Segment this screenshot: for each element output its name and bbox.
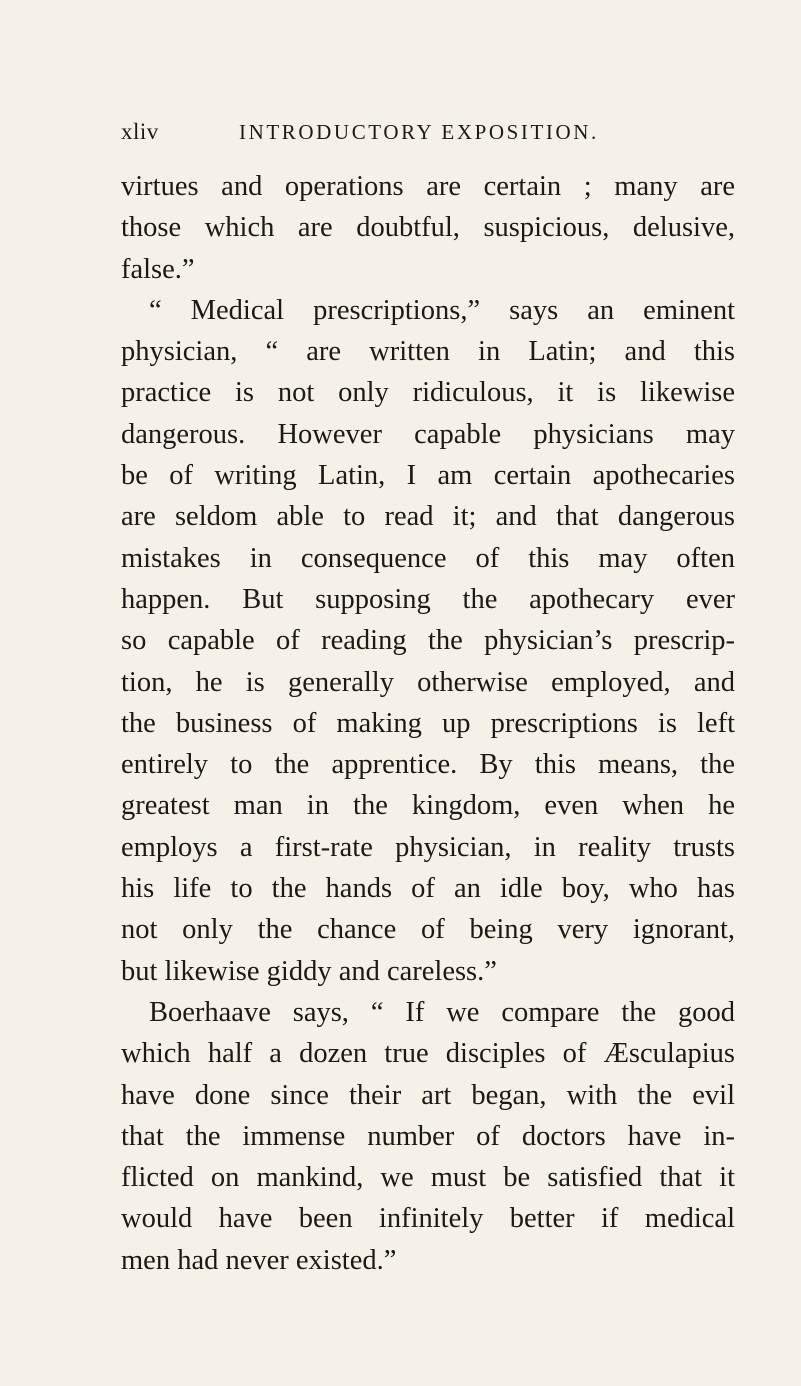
text-line: greatest man in the kingdom, even when he	[121, 790, 735, 822]
text-line: are seldom able to read it; and that dangerous	[121, 501, 735, 533]
text-line: Boerhaave says, “ If we compare the good	[149, 996, 735, 1028]
text-line: that the immense number of doctors have in-	[121, 1120, 735, 1152]
text-line: practice is not only ridiculous, it is likewise	[121, 377, 735, 409]
text-line: which half a dozen true disciples of Æsculapius	[121, 1038, 735, 1070]
text-line: flicted on mankind, we must be satisfied that it	[121, 1162, 735, 1194]
running-head-title: INTRODUCTORY EXPOSITION.	[239, 120, 599, 144]
text-line: have done since their art began, with the evil	[121, 1079, 735, 1111]
text-line: so capable of reading the physician’s prescrip-	[121, 625, 735, 657]
text-line: happen. But supposing the apothecary ever	[121, 583, 735, 615]
body-text	[121, 166, 735, 1281]
text-line: entirely to the apprentice. By this means, the	[121, 749, 735, 781]
text-line: men had never existed.”	[121, 1244, 397, 1276]
text-line: tion, he is generally otherwise employed, and	[121, 666, 735, 698]
page-number: xliv	[121, 119, 159, 144]
text-line: mistakes in consequence of this may often	[121, 542, 735, 574]
text-line: dangerous. However capable physicians may	[121, 418, 735, 450]
text-line: be of writing Latin, I am certain apothecaries	[121, 460, 735, 492]
text-line: “ Medical prescriptions,” says an eminent	[149, 294, 735, 326]
text-line: not only the chance of being very ignorant,	[121, 914, 735, 946]
text-line: virtues and operations are certain ; many are	[121, 171, 735, 202]
text-line: physician, “ are written in Latin; and this	[121, 336, 735, 368]
text-line: employs a first-rate physician, in reality trusts	[121, 831, 735, 863]
text-line: false.”	[121, 253, 195, 285]
text-line: those which are doubtful, suspicious, delusive,	[121, 212, 735, 244]
text-line: his life to the hands of an idle boy, who has	[121, 873, 735, 905]
text-line: would have been infinitely better if medical	[121, 1203, 735, 1235]
running-head	[121, 115, 735, 149]
text-line: but likewise giddy and careless.”	[121, 955, 497, 987]
text-line: the business of making up prescriptions is left	[121, 707, 735, 739]
